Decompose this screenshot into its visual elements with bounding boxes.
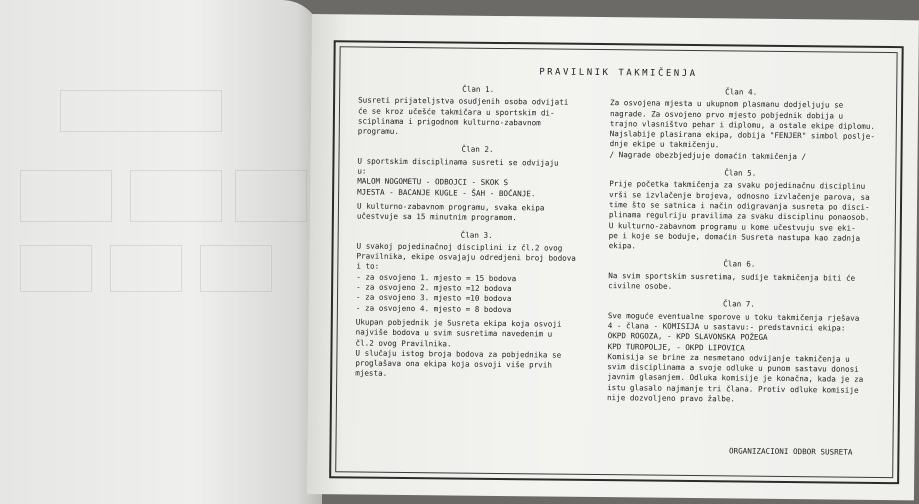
left-column xyxy=(355,81,598,381)
article-line: 4 - člana - KOMISIJA u sastavu:- predstavnici ekipa: xyxy=(607,321,846,333)
article-line: Pravilnika, ekipe osvajaju odredjeni broj bodova xyxy=(356,251,576,263)
article-line: i to: xyxy=(356,261,380,272)
article-line: Susreti prijateljstva osudjenih osoba odvijati xyxy=(358,95,569,107)
article-line: najviše bodova u svim susretima navedenim u xyxy=(355,327,553,339)
article-line: dnje ekipe u takmičenju. xyxy=(609,139,720,150)
article-line: U sportskim disciplinama susreti se odvijaju xyxy=(357,156,559,168)
article-line: MJESTA - BACANJE KUGLE - ŠAH - BOĆANJE. xyxy=(357,187,536,199)
article-line: U kulturno-zabavnom programu u kome učestvuju sve eki- xyxy=(608,220,856,233)
show-through-box xyxy=(110,245,182,292)
article-line: Najslabije plasirana ekipa, dobija "FENJER" simbol poslje- xyxy=(609,129,875,142)
right-column xyxy=(606,84,876,406)
article-line: proglašava ona ekipa koja osvoji više prvih xyxy=(355,358,552,370)
article-line: Ukupan pobjednik je Susreta ekipa koja osvoji xyxy=(355,317,562,329)
right-page xyxy=(307,14,919,500)
article-line: - za osvojeno 2. mjesto =12 bodova xyxy=(356,282,512,294)
article-line: svim disciplinama a svoje odluke u punom sastavu donosi xyxy=(607,362,859,374)
show-through-box xyxy=(20,170,112,222)
article-heading: Član 2. xyxy=(461,145,494,155)
show-through-box xyxy=(235,170,307,222)
article-line: - za osvojeno 1. mjesto = 15 bodova xyxy=(356,272,517,283)
article-line: istu glasalo najmanje tri člana. Protiv odluke komisije xyxy=(607,382,859,395)
article-line: Za osvojena mjesta u ukupnom plasmanu dodjeljuju se xyxy=(610,98,844,110)
article-line: trajno vlasništvo pehar i diplomu, a ostale ekipe diplomu. xyxy=(609,119,876,131)
article-line: mjesta. xyxy=(355,368,388,379)
article-line: pe i koje se boduje, domaćin Susreta nastupa kao zadnja xyxy=(608,230,861,243)
article-heading: Član 1. xyxy=(462,84,495,94)
article-line: učestvuje sa 15 minutnim programom. xyxy=(356,211,517,223)
article-line: nije dozvoljeno pravo žalbe. xyxy=(606,393,736,404)
article-line: Prije početka takmičenja za svaku pojedinačnu disciplinu xyxy=(609,179,866,192)
article-line: u: xyxy=(357,166,367,176)
show-through-box xyxy=(130,170,222,222)
article-heading: Član 6. xyxy=(723,259,756,270)
signature: ORGANIZACIONI ODBOR SUSRETA xyxy=(728,446,853,457)
article-heading: Član 7. xyxy=(722,299,756,309)
article-line: / Nagrade obezbjedjuje domaćin takmičenja / xyxy=(609,149,807,161)
article-line: U svakoj pojedinačnoj disciplini iz čl.2 ovog xyxy=(356,241,563,253)
show-through-box xyxy=(60,90,222,132)
article-line: civilne osobe. xyxy=(608,281,673,291)
article-line: plinama regulriju pravilima za svaku disciplinu ponaosob. xyxy=(608,210,870,223)
article-line: U slučaju istog broja bodova za pobjednika se xyxy=(355,348,562,360)
article-line: će se kroz učešće takmičara u sportskim di- xyxy=(357,106,555,118)
article-line: - za osvojeno 3. mjesto =10 bodova xyxy=(355,292,512,304)
article-heading: Član 5. xyxy=(724,168,757,178)
article-line: - za osvojeno 4. mjesto = 8 bodova xyxy=(355,303,512,314)
article-line: KPD TUROPOLJE, - OKPD LIPOVICA xyxy=(607,341,745,353)
article-line: vrši se izvlačenje brojeva, odnosno izvlačenje parova, sa xyxy=(609,189,870,202)
article-line: Na svim sportskim susretima, sudije takmičenja biti će xyxy=(608,270,856,283)
page-border xyxy=(329,40,904,484)
article-line: Komisija se brine za nesmetano odvijanje takmičenja u xyxy=(607,351,850,364)
page-border-inner xyxy=(335,46,897,478)
article-line: sciplinama i prigodnom kulturno-zabavnom xyxy=(357,116,541,128)
article-heading: Član 3. xyxy=(460,230,493,240)
article-line: U kulturno-zabavnom programu, svaka ekipa xyxy=(356,201,545,213)
document-title: PRAVILNIK TAKMIČENJA xyxy=(539,67,698,80)
article-heading: Član 4. xyxy=(725,87,758,97)
article-line: time što se satnica i način odigravanja susreta po disci- xyxy=(608,200,870,212)
show-through-box xyxy=(20,245,92,292)
show-through-box xyxy=(200,245,272,292)
article-line: OKPD ROGOZA, - KPD SLAVONSKA POŽEGA xyxy=(607,331,768,343)
article-line: MALOM NOGOMETU - ODBOJCI - SKOK S xyxy=(357,176,509,188)
article-line: Sve moguće eventualne sporove u toku takmičenja rješava xyxy=(607,310,860,323)
article-line: javnim glasanjem. Odluka komisije je konačna, kada je za xyxy=(607,372,864,385)
article-line: programu. xyxy=(357,126,399,137)
article-line: čl.2 ovog Pravilnika. xyxy=(355,338,452,349)
left-page xyxy=(0,0,322,504)
article-line: ekipa. xyxy=(608,241,637,251)
article-line: nagrade. Za osvojeno prvo mjesto pobjednik dobija u xyxy=(609,108,844,121)
